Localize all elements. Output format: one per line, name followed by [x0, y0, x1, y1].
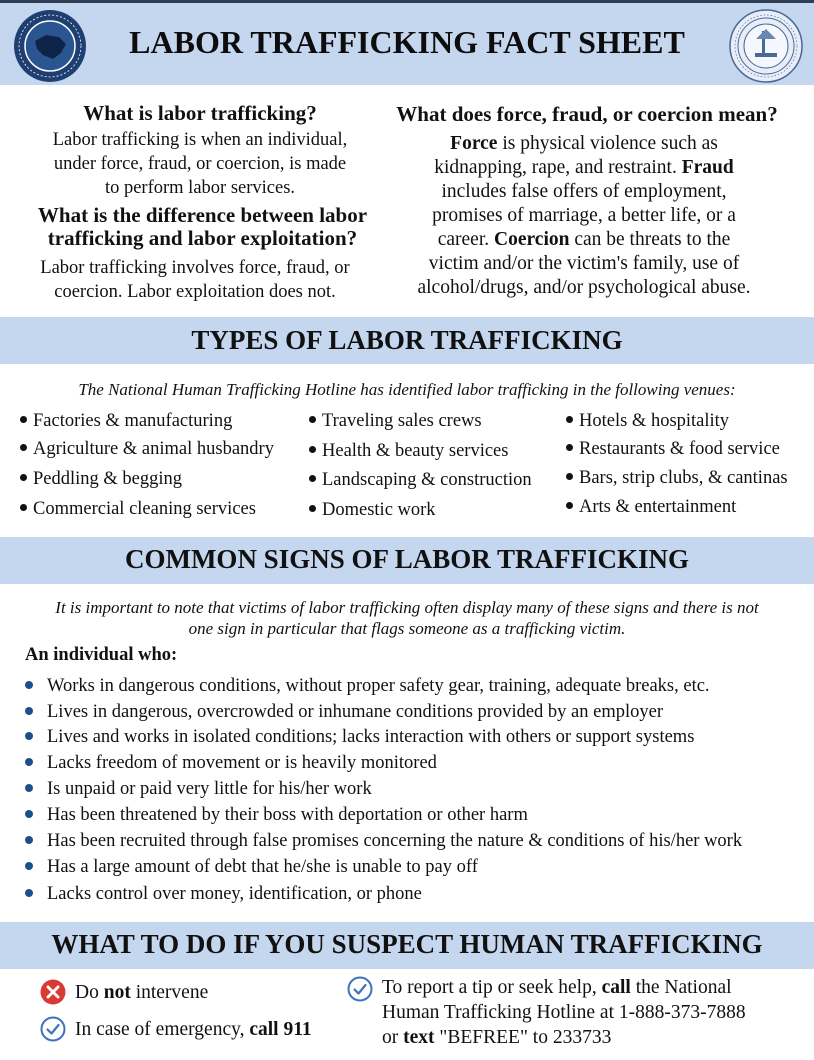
venue-item: Traveling sales crews: [309, 411, 482, 432]
venue-item: Commercial cleaning services: [20, 499, 256, 520]
sign-item: Has a large amount of debt that he/she is unable to pay off: [25, 857, 478, 878]
page-title: LABOR TRAFFICKING FACT SHEET: [129, 24, 685, 60]
sign-item: Has been threatened by their boss with deportation or other harm: [25, 805, 528, 826]
x-circle-icon: [40, 979, 66, 1010]
types-subtitle: The National Human Trafficking Hotline has identified labor trafficking in the following venues:: [78, 380, 736, 399]
venue-item: Peddling & begging: [20, 469, 182, 490]
sign-item: Lacks freedom of movement or is heavily monitored: [25, 753, 437, 774]
venue-item: Hotels & hospitality: [566, 411, 729, 432]
question-force-fraud-coercion: What does force, fraud, or coercion mean?: [396, 102, 778, 126]
question-difference: What is the difference between labor trafficking and labor exploitation?: [37, 203, 368, 250]
venue-item: Landscaping & construction: [309, 470, 532, 491]
venue-item: Health & beauty services: [309, 441, 508, 462]
sign-item: Is unpaid or paid very little for his/her work: [25, 779, 372, 800]
do-not-intervene: Do not intervene: [75, 982, 209, 1003]
question-what-is: What is labor trafficking?: [83, 101, 317, 125]
venue-item: Restaurants & food service: [566, 439, 780, 460]
answer-force-fraud-coercion: Force is physical violence such as kidnapping, rape, and restraint. Fraud includes false offers of employment, promises of marriage, a better life, or a career. Coercion can be threats to the victim and/or the victim's family, use of alcohol/drugs, and/or psychological abuse.: [417, 133, 751, 298]
signs-title: COMMON SIGNS OF LABOR TRAFFICKING: [124, 544, 690, 574]
report-tip-hotline: To report a tip or seek help, call the National Human Trafficking Hotline at 1-888-373-7888 or text "BEFREE" to 233733: [382, 977, 746, 1048]
answer-what-is: Labor trafficking is when an individual, under force, fraud, or coercion, is made to perform labor services.: [52, 130, 348, 198]
sign-item: Lacks control over money, identification, or phone: [25, 884, 422, 905]
sign-item: Has been recruited through false promises concerning the nature & conditions of his/her work: [25, 831, 742, 852]
answer-difference: Labor trafficking involves force, fraud, or coercion. Labor exploitation does not.: [40, 258, 350, 302]
sign-item: Lives and works in isolated conditions; lacks interaction with others or support systems: [25, 727, 694, 748]
sign-item: Works in dangerous conditions, without proper safety gear, training, adequate breaks, etc.: [25, 676, 710, 697]
check-circle-icon: [347, 976, 373, 1007]
venue-item: Arts & entertainment: [566, 497, 736, 518]
venue-item: Domestic work: [309, 500, 436, 521]
signs-lead: An individual who:: [25, 645, 178, 665]
types-title: TYPES OF LABOR TRAFFICKING: [191, 325, 623, 355]
signs-note: It is important to note that victims of labor trafficking often display many of these signs and there is not one sign in particular that flags someone as a trafficking victim.: [55, 598, 759, 638]
venue-item: Bars, strip clubs, & cantinas: [566, 468, 788, 489]
venue-item: Factories & manufacturing: [20, 411, 232, 432]
venue-item: Agriculture & animal husbandry: [20, 439, 274, 460]
action-title: WHAT TO DO IF YOU SUSPECT HUMAN TRAFFICKING: [51, 929, 763, 959]
sign-item: Lives in dangerous, overcrowded or inhumane conditions provided by an employer: [25, 702, 663, 723]
emergency-call: In case of emergency, call 911: [75, 1019, 312, 1040]
check-circle-icon: [40, 1016, 66, 1047]
